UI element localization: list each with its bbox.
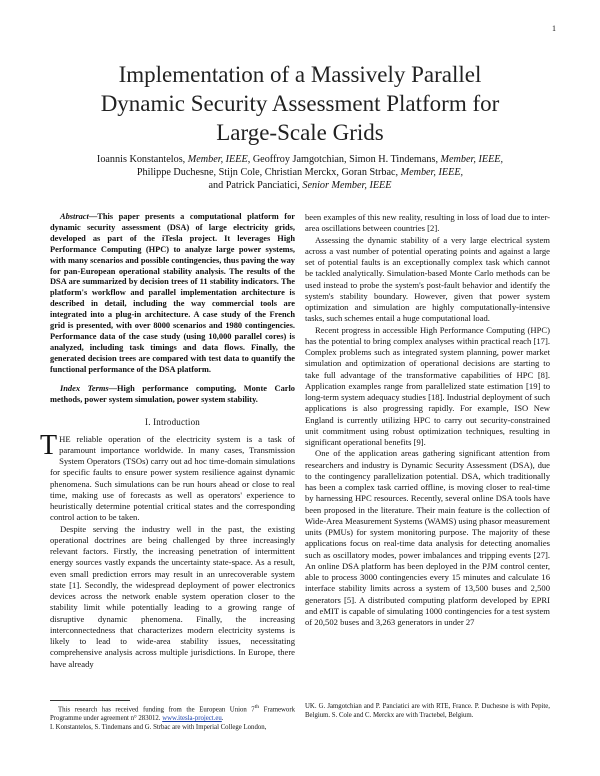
footnote-right <box>305 703 550 720</box>
author-role: Senior Member, IEEE <box>302 180 392 191</box>
paper-title <box>40 60 560 147</box>
footnote-text: Framework Programme under agreement n° 283012. <box>50 706 295 722</box>
title-line-2: Dynamic Security Assessment Platform for <box>100 91 500 116</box>
footnote-text: This research has received funding from the European Union 7 <box>58 706 255 714</box>
section-heading: I. Introduction <box>145 417 200 428</box>
intro-first-word: HE <box>59 433 71 444</box>
footnote-superscript: th <box>254 704 260 710</box>
footnote-affiliation-cont: UK. G. Jamgotchian and P. Panciatici are with RTE, France. P. Duchesne is with Pepite, Belgium. S. Cole and C. Merckx are with Tractebel, Belgium. <box>305 703 550 719</box>
page-number: 1 <box>552 24 556 33</box>
abstract-lead: Abstract <box>60 212 89 221</box>
title-line-1: Implementation of a Massively Parallel <box>118 62 482 87</box>
author-text: , Geoffroy Jamgotchian, Simon H. Tindemans, <box>247 154 441 165</box>
abstract-text: —This paper presents a computational platform for dynamic security assessment (DSA) of large electricity grids, developed as part of the iTesla project. It leverages High Performance Computing (HPC) to analyze large power systems, with many scenarios and possible contingencies, thus paving the way for pan-European operational stability analysis. The results of the DSA are summarized by decision trees of 11 stability indicators. The platform's workflow and parallel implementation architecture is described in detail, including the way commercial tools are integrated into a plug-in architecture. A case study of the French grid is presented, with over 8000 scenarios and 1980 contingencies. Performance data of the case study (using 10,000 parallel cores) is analyzed, including task timings and data flows. Finally, the generated decision trees are compared with test data to quantify the functional performance of the DSA platform. <box>50 212 295 374</box>
footnote-divider <box>50 700 130 701</box>
author-text: and Patrick Panciatici, <box>208 180 303 191</box>
right-paragraph-0: been examples of this new reality, resulting in loss of load due to inter-area oscillations between countries [2]. <box>305 212 550 234</box>
right-paragraph-3: One of the application areas gathering significant attention from researchers and industry is Dynamic Security Assessment (DSA), due to the contingency parallelization potential. DSA, which traditionally has been a complex task carried offline, is moving closer to real-time by harnessing HPC resources. Recently, several online DSA tools have been proposed in the literature. Their main feature is the collection of Wide-Area Measurement Systems (WAMS) using phasor measurement units (PMUs) for system monitoring purpose. The majority of these applications focus on real-time data analysis for detecting anomalies such as oscillatory modes, power imbalances and tripping events [27]. An online DSA platform has been deployed in the PJM control center, able to process 3000 contingencies every 15 minutes and calculate 16 interface stability limits across a system of 13,500 buses and 2,500 generators [5]. A distributed computing platform developed by EPRI and eMIT is capable of simulating 1000 contingencies for a test system of 20,502 buses and 3,263 generators in under 27 <box>305 448 550 627</box>
author-role: Member, IEEE <box>187 154 248 165</box>
index-terms <box>50 384 295 406</box>
left-column <box>40 212 295 670</box>
intro-paragraph-1 <box>40 429 295 524</box>
author-role: Member, IEEE, <box>400 167 464 178</box>
footnote-affiliation: I. Konstantelos, S. Tindemans and G. Strbac are with Imperial College London, <box>50 723 267 731</box>
author-text: Philippe Duchesne, Stijn Cole, Christian Merckx, Goran Strbac, <box>136 167 401 178</box>
title-line-3: Large-Scale Grids <box>216 120 384 145</box>
drop-cap: T <box>40 429 58 461</box>
abstract <box>50 212 295 376</box>
footnote-text: . <box>221 714 224 722</box>
author-text: Ioannis Konstantelos, <box>96 154 188 165</box>
right-paragraph-2: Recent progress in accessible High Performance Computing (HPC) has the potential to bring complex analyses within practical reach [17]. Complex problems such as integrated system planning, power market simulation and optimization of operational decisions are starting to take full advantage of the transformative capabilities of HPC [8]. Application examples range from parallelized state estimation [19] to long-term system adequacy studies [18]. Industrial deployment of such applications is also progressing rapidly. For example, ISO New England is currently utilizing HPC to carry out security-constrained unit commitment using robust optimization techniques, resulting in significant operational benefits [9]. <box>305 324 550 447</box>
index-terms-lead: Index Terms <box>60 383 109 393</box>
intro-text: reliable operation of the electricity system is a task of paramount importance worldwide. In many cases, Transmission System Operators (TSOs) carry out ad hoc time-domain simulations for specific faults to ensure power system resilience against dynamic phenomena. Such simulations can be run hours ahead or close to real time, making use of forecasts as well as operators' experience to heuristically determine potential critical states and the corresponding control action to be taken. <box>50 433 295 523</box>
right-column <box>305 212 550 628</box>
index-terms-text: —High performance computing, Monte Carlo methods, power system simulation, power system stability. <box>50 383 295 404</box>
author-list <box>60 153 540 192</box>
right-paragraph-1: Assessing the dynamic stability of a very large electrical system across a vast number of potential operating points and against a large set of potential faults is an exceptionally complex task which cannot be tackled analytically. Simulation-based Monte Carlo methods can be used instead to probe the system's post-fault behavior and identify the system's stability boundary. However, given that power system optimization and simulation are highly computationally-intensive tasks, such schemes entail a huge computational load. <box>305 234 550 324</box>
intro-paragraph-2: Despite serving the industry well in the past, the existing operational doctrines are being challenged by three increasingly relevant factors. Firstly, the increasing penetration of intermittent energy sources vastly expands the uncertainty state-space. As a result, even small prediction errors may result in an unrecoverable system state [1]. Secondly, the widespread deployment of power electronics devices across the network enable system operation closer to the stability limit while potentially leading to a growing range of disruptive dynamic phenomena. Finally, the increasing interconnectedness that characterizes modern electricity systems is likely to lead to wide-area stability issues, necessitating comprehensive analysis across multiple jurisdictions. In Europe, there have already <box>50 523 295 669</box>
author-role: Member, IEEE, <box>440 154 504 165</box>
footnote-left <box>50 703 295 732</box>
project-link[interactable]: www.itesla-project.eu <box>162 714 222 722</box>
footnote-funding <box>50 703 295 724</box>
